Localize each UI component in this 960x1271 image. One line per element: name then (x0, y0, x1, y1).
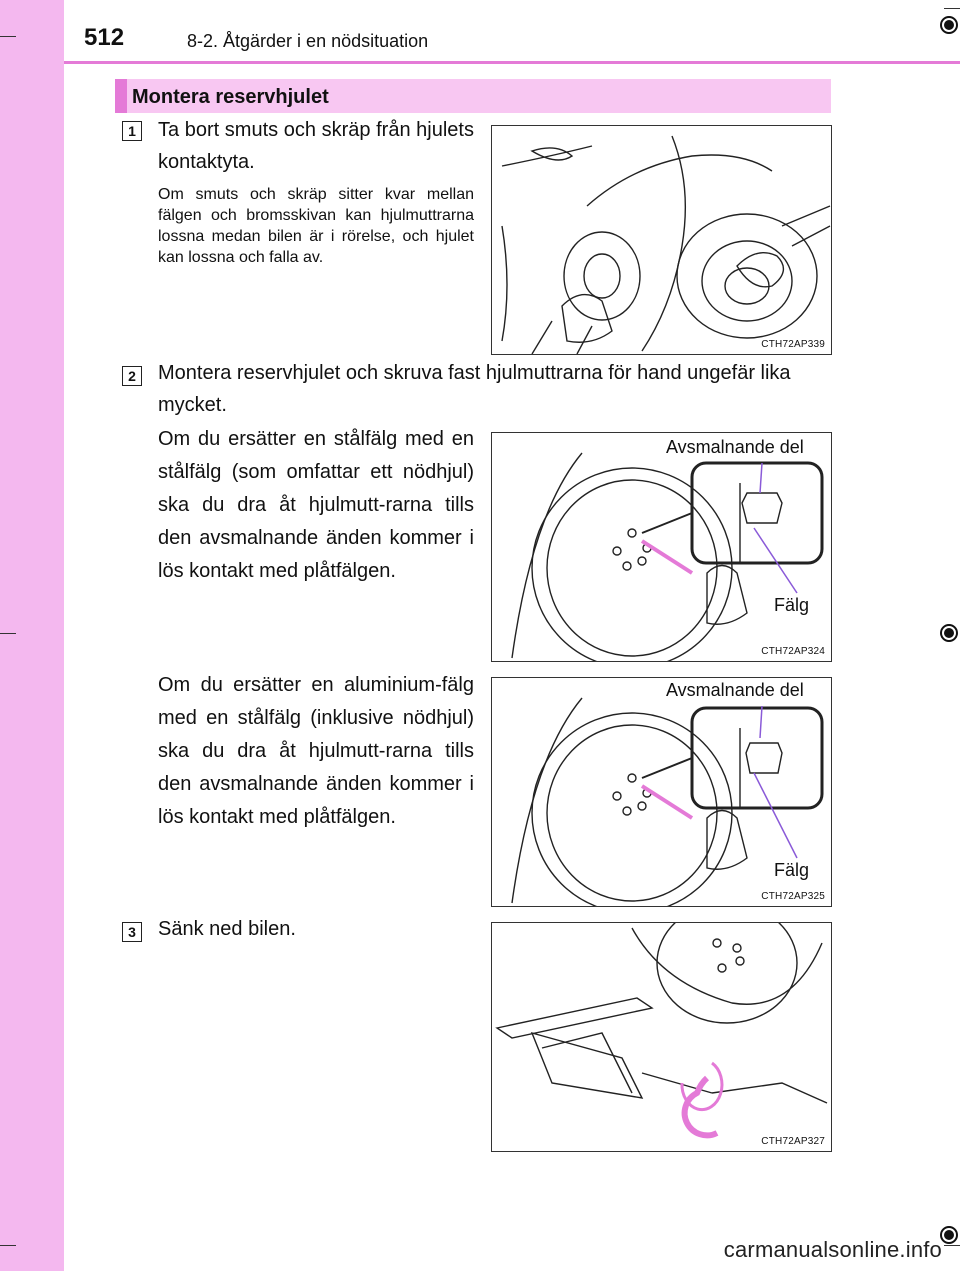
step-1-note: Om smuts och skräp sitter kvar mellan fälgen och bromsskivan kan hjulmuttrarna lossna medan bilen är i rörelse, och hjulet kan lossna och falla av. (158, 186, 474, 266)
illustration-clean-wheel (491, 125, 832, 355)
callout-tapered-part: Avsmalnande del (666, 437, 804, 457)
header-rule (64, 61, 960, 64)
illustration-lower-car (491, 922, 832, 1152)
figure-code: CTH72AP325 (761, 891, 825, 902)
step-1-text: Ta bort smuts och skräp från hjulets kontaktyta. (158, 119, 474, 173)
step-3-text: Sänk ned bilen. (158, 918, 296, 940)
crop-mark (0, 36, 16, 37)
crop-mark (944, 1245, 960, 1246)
step-2-paragraph-aluminium: Om du ersätter en aluminium-fälg med en stålfälg (inklusive nödhjul) ska du dra åt hjulmutt-rarna tills den avsmalnande änden kommer i lös kontakt med plåtfälgen. (158, 674, 474, 828)
crop-mark (0, 633, 16, 634)
callout-rim: Fälg (774, 595, 810, 615)
callout-rim: Fälg (774, 860, 810, 880)
crop-mark (944, 8, 960, 9)
chapter-title: 8-2. Åtgärder i en nödsituation (187, 31, 429, 51)
jack-lowering-drawing (492, 923, 832, 1152)
step-2-text: Montera reservhjulet och skruva fast hjulmuttrarna för hand ungefär lika mycket. (158, 362, 791, 416)
illustration-steel-wheel-nut (491, 432, 832, 662)
step-2-paragraph-steel: Om du ersätter en stålfälg med en stålfälg (som omfattar ett nödhjul) ska du dra åt hjulmutt-rarna tills den avsmalnande änden kommer i lös kontakt med plåtfälgen. (158, 428, 474, 582)
figure-code: CTH72AP339 (761, 339, 825, 350)
figure-code: CTH72AP327 (761, 1136, 825, 1147)
wheel-cleaning-drawing (492, 126, 832, 355)
callout-tapered-part: Avsmalnande del (666, 680, 804, 700)
section-title: Montera reservhjulet (132, 86, 329, 108)
figure-code: CTH72AP324 (761, 646, 825, 657)
step-number-2: 2 (122, 366, 142, 386)
step-number-1: 1 (122, 121, 142, 141)
page-number: 512 (84, 24, 125, 51)
illustration-aluminium-wheel-nut (491, 677, 832, 907)
registration-mark (944, 1230, 954, 1240)
watermark: carmanualsonline.info (723, 1237, 942, 1262)
step-number-3: 3 (122, 922, 142, 942)
registration-mark (944, 20, 954, 30)
steel-wheel-drawing (492, 433, 832, 662)
crop-mark (0, 1245, 16, 1246)
registration-mark (944, 628, 954, 638)
left-margin-band (0, 0, 64, 1271)
